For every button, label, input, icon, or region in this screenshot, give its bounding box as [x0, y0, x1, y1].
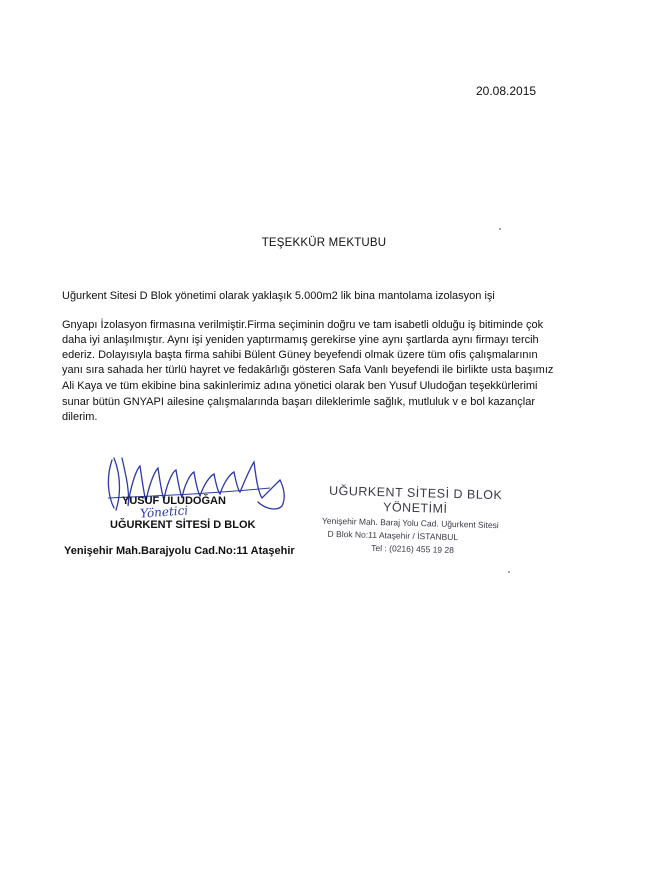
handwritten-signature: [100, 448, 300, 521]
body-line: dilerim.: [62, 411, 98, 423]
signatory-name: YUSUF ULUDOĞAN: [122, 495, 226, 507]
body-line: Gnyapı İzolasyon firmasına verilmiştir.Firma seçiminin doğru ve tam isabetli olduğu iş bitiminde çok: [62, 319, 544, 331]
body-line: Ali Kaya ve tüm ekibine bina sakinlerimiz adına yönetici olarak ben Yusuf Uludoğan teşekkürlerimi: [62, 380, 538, 392]
scan-speck: [508, 571, 510, 573]
signatory-organization: UĞURKENT SİTESİ D BLOK: [110, 519, 256, 531]
stamp-line: Yenişehir Mah. Baraj Yolu Cad. Uğurkent Sitesi: [321, 515, 499, 531]
stamp-line: D Blok No:11 Ataşehir / İSTANBUL: [327, 528, 459, 543]
stamp-line: YÖNETİMİ: [382, 500, 448, 516]
scan-speck: [499, 228, 501, 230]
body-line: Uğurkent Sitesi D Blok yönetimi olarak yaklaşık 5.000m2 lik bina mantolama izolasyon işi: [62, 290, 495, 302]
letter-title: TEŞEKKÜR MEKTUBU: [261, 237, 387, 249]
body-line: sunar bütün GNYAPI ailesine çalışmalarında başarı dileklerimle sağlık, mutluluk v e bol kazançlar: [62, 396, 536, 408]
official-stamp: [319, 484, 511, 557]
body-line: ederiz. Dolayısıyla başta firma sahibi Bülent Güney beyefendi olmak üzere tüm ofis çalışmalarının: [62, 349, 538, 361]
stamp-line: Tel : (0216) 455 19 28: [371, 542, 455, 556]
body-line: daha iyi anlaşılmıştır. Aynı işi yeniden yaptırmamış gerekirse yine aynı şartlarda aynı firmayı tercih: [62, 334, 539, 346]
stamp-line: UĞURKENT SİTESİ D BLOK: [328, 483, 503, 503]
signatory-address: Yenişehir Mah.Barajyolu Cad.No:11 Ataşehir: [64, 545, 295, 557]
body-line: yanı sıra sahada her türlü hayret ve fedakârlığı gösteren Safa Vanlı beyefendi ile birlikte usta başımız: [62, 364, 554, 376]
signatory-handwritten-title: Yönetici: [139, 503, 189, 521]
letter-date: 20.08.2015: [476, 84, 537, 98]
